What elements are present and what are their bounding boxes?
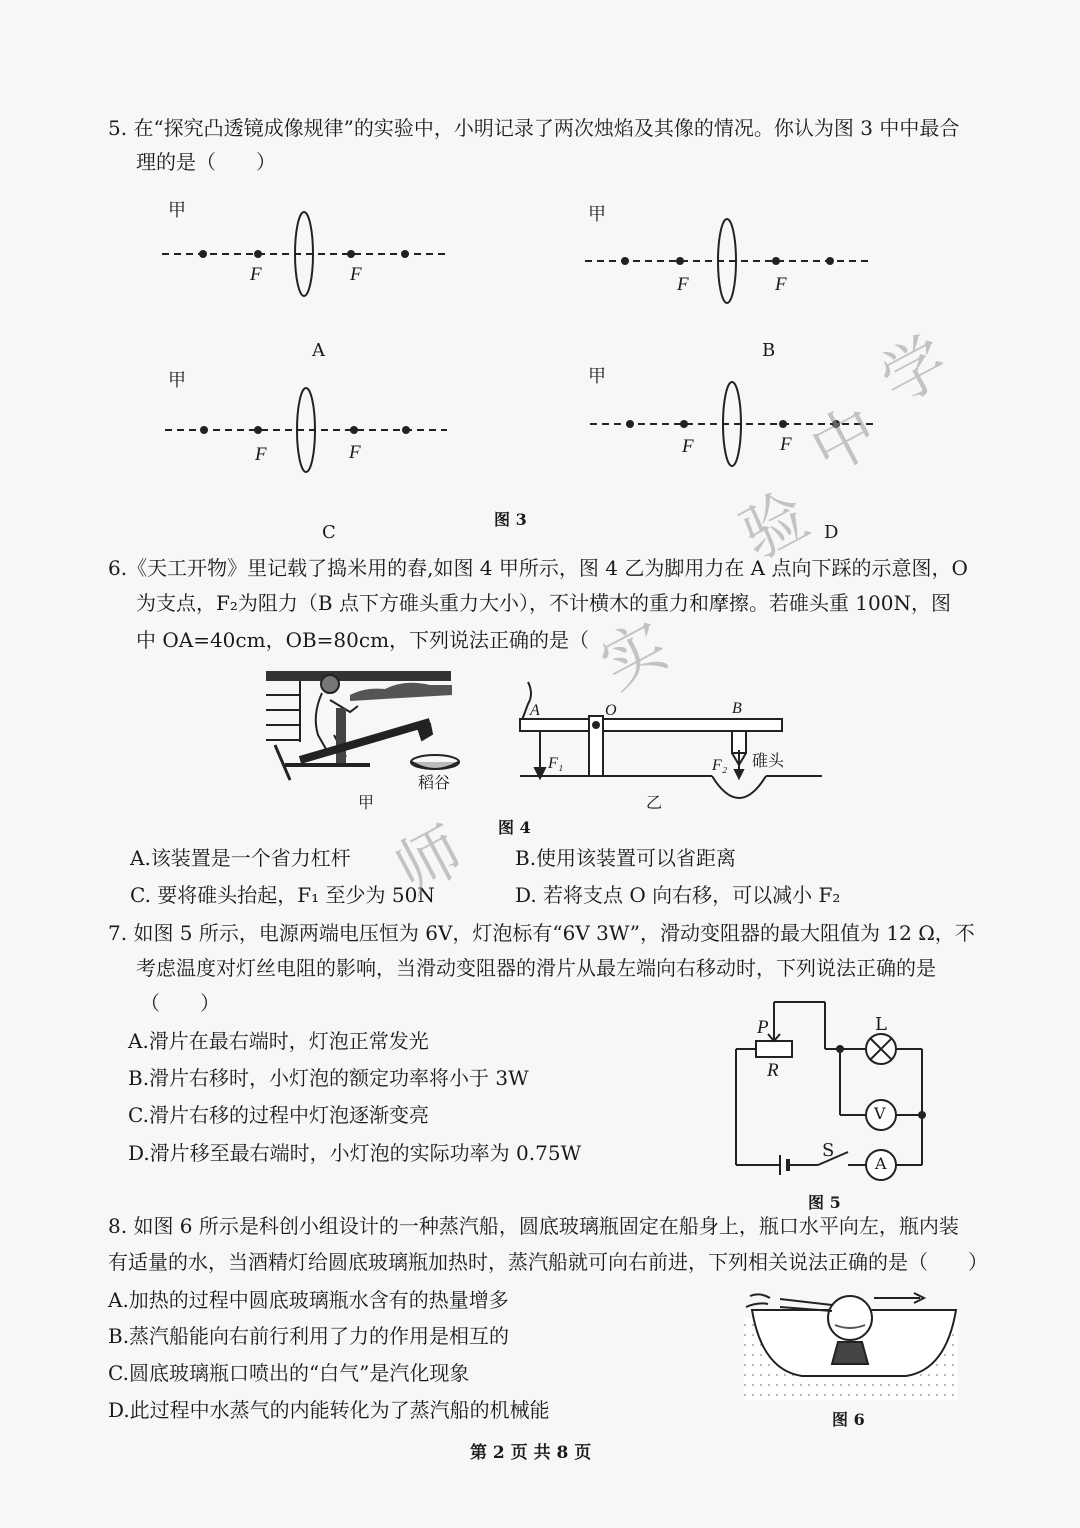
q5-line2: 理的是（ ） — [136, 150, 276, 174]
jia-label-b: 甲 — [588, 204, 606, 225]
option-a-label: A — [312, 340, 325, 361]
point-b-label: B — [732, 700, 742, 717]
circuit-label-p: P — [757, 1017, 769, 1038]
page-footer: 第 2 页 共 8 页 — [470, 1443, 592, 1463]
figure4-caption: 图 4 — [498, 818, 531, 837]
watermark-char-4: 实 — [589, 608, 681, 704]
figure3-caption: 图 3 — [494, 510, 527, 529]
jia-label-a: 甲 — [168, 200, 186, 221]
q6-option-c: C. 要将碓头抬起，F₁ 至少为 50N — [130, 883, 435, 907]
q8-option-c: C.圆底玻璃瓶口喷出的“白气”是汽化现象 — [108, 1361, 470, 1385]
focal-c-left: F — [255, 444, 267, 465]
q6-line2: 为支点，F₂为阻力（B 点下方碓头重力大小），不计横木的重力和摩擦。若碓头重 100N，图 — [136, 591, 951, 615]
figure5-caption: 图 5 — [808, 1193, 841, 1212]
force-f1-label: F₁ — [548, 755, 564, 772]
q6-line1: 6.《天工开物》里记载了捣米用的舂,如图 4 甲所示，图 4 乙为脚用力在 A 点向下踩的示意图，O — [108, 556, 968, 580]
q5-line1: 5. 在“探究凸透镜成像规律”的实验中，小明记录了两次烛焰及其像的情况。你认为图 3 中中最合 — [108, 116, 960, 140]
option-d-label: D — [824, 522, 839, 543]
watermark-char-3: 验 — [729, 478, 821, 574]
q6-option-a: A.该装置是一个省力杠杆 — [130, 846, 351, 870]
focal-c-right: F — [349, 442, 361, 463]
q8-line1: 8. 如图 6 所示是科创小组设计的一种蒸汽船，圆底玻璃瓶固定在船身上，瓶口水平向左，瓶内装 — [108, 1214, 959, 1238]
q8-option-a: A.加热的过程中圆底玻璃瓶水含有的热量增多 — [108, 1288, 509, 1312]
q6-line3: 中 OA=40cm，OB=80cm，下列说法正确的是（ — [136, 628, 590, 652]
circuit-label-r: R — [767, 1060, 779, 1081]
q7-option-b: B.滑片右移时，小灯泡的额定功率将小于 3W — [128, 1066, 529, 1090]
circuit-label-a: A — [875, 1154, 887, 1173]
focal-b-right: F — [775, 274, 787, 295]
option-b-label: B — [762, 340, 776, 361]
focal-d-right: F — [780, 434, 792, 455]
q6-option-b: B.使用该装置可以省距离 — [515, 846, 737, 870]
focal-a-left: F — [250, 264, 262, 285]
jia-label-c: 甲 — [168, 370, 186, 391]
figure6-caption: 图 6 — [832, 1410, 865, 1429]
q8-option-b: B.蒸汽船能向右前行利用了力的作用是相互的 — [108, 1324, 510, 1348]
pestle-label: 碓头 — [752, 751, 785, 770]
focal-a-right: F — [350, 264, 362, 285]
rice-label: 稻谷 — [418, 773, 451, 792]
q7-line3: （ ） — [140, 991, 220, 1015]
point-o-label: O — [605, 702, 617, 719]
focal-d-left: F — [682, 436, 694, 457]
circuit-label-l: L — [875, 1014, 887, 1035]
circuit-label-s: S — [822, 1140, 835, 1161]
watermark-char-1: 学 — [869, 323, 961, 419]
q7-line1: 7. 如图 5 所示，电源两端电压恒为 6V，灯泡标有“6V 3W”，滑动变阻器的最大阻值为 12 Ω，不 — [108, 921, 975, 945]
fig4-yi-label: 乙 — [646, 793, 663, 812]
q8-line2: 有适量的水，当酒精灯给圆底玻璃瓶加热时，蒸汽船就可向右前进，下列相关说法正确的是（ ） — [108, 1250, 988, 1274]
option-c-label: C — [322, 522, 336, 543]
watermark-char-2: 中 — [799, 393, 891, 489]
force-f2-label: F₂ — [712, 757, 728, 774]
jia-label-d: 甲 — [588, 366, 606, 387]
point-a-label: A — [530, 702, 540, 719]
circuit-label-v: V — [874, 1104, 886, 1123]
q7-option-d: D.滑片移至最右端时，小灯泡的实际功率为 0.75W — [128, 1141, 582, 1165]
q7-option-a: A.滑片在最右端时，灯泡正常发光 — [128, 1029, 429, 1053]
q7-line2: 考虑温度对灯丝电阻的影响，当滑动变阻器的滑片从最左端向右移动时，下列说法正确的是 — [136, 956, 936, 980]
q7-option-c: C.滑片右移的过程中灯泡逐渐变亮 — [128, 1103, 429, 1127]
fig4-jia-label: 甲 — [358, 793, 375, 812]
q8-option-d: D.此过程中水蒸气的内能转化为了蒸汽船的机械能 — [108, 1398, 550, 1422]
watermark-char-5: 师 — [384, 813, 476, 909]
q6-option-d: D. 若将支点 O 向右移，可以减小 F₂ — [515, 883, 841, 907]
focal-b-left: F — [677, 274, 689, 295]
